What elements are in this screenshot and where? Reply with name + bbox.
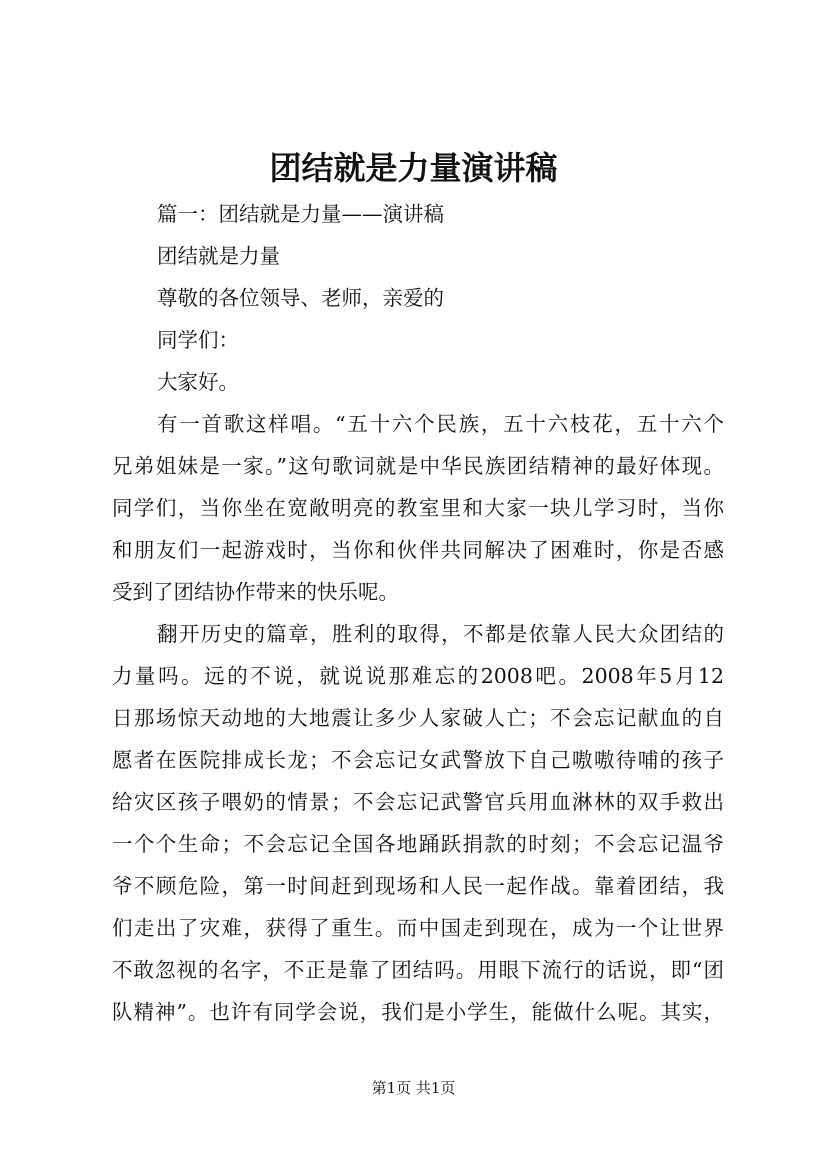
paragraph-line: 给灾区孩子喂奶的情景；不会忘记武警官兵用血淋林的双手救出: [112, 790, 724, 814]
paragraph-line: 队精神”。也许有同学会说，我们是小学生，能做什么呢。其实，: [112, 1000, 724, 1024]
page-number-footer: 第1页 共1页: [371, 1079, 456, 1097]
document-title: 团结就是力量演讲稿: [269, 149, 558, 187]
paragraph-line: 和朋友们一起游戏时，当你和伙伴共同解决了困难时，你是否感: [112, 538, 724, 562]
paragraph-line: 翻开历史的篇章，胜利的取得，不都是依靠人民大众团结的: [157, 622, 724, 646]
salutation-line-2: 同学们：: [157, 328, 239, 352]
paragraph-line: 有一首歌这样唱。“五十六个民族，五十六枝花，五十六个: [157, 412, 724, 436]
paragraph-line: 们走出了灾难，获得了重生。而中国走到现在，成为一个让世界: [112, 916, 724, 940]
paragraph-line: 兄弟姐妹是一家。”这句歌词就是中华民族团结精神的最好体现。: [112, 454, 724, 478]
paragraph-line: 愿者在医院排成长龙；不会忘记女武警放下自己嗷嗷待哺的孩子: [112, 748, 724, 772]
salutation-line: 尊敬的各位领导、老师，亲爱的: [157, 286, 444, 310]
paragraph-line: 一个个生命；不会忘记全国各地踊跃捐款的时刻；不会忘记温爷: [112, 832, 724, 856]
greeting-line: 大家好。: [157, 370, 239, 394]
subtitle-line: 篇一：团结就是力量——演讲稿: [157, 202, 444, 226]
paragraph-line: 日那场惊天动地的大地震让多少人家破人亡；不会忘记献血的自: [112, 706, 724, 730]
paragraph-line: 力量吗。远的不说，就说说那难忘的2008吧。2008年5月12: [112, 664, 724, 688]
paragraph-line: 不敢忽视的名字，不正是靠了团结吗。用眼下流行的话说，即“团: [112, 958, 724, 982]
paragraph-line: 受到了团结协作带来的快乐呢。: [112, 580, 399, 604]
paragraph-line: 爷不顾危险，第一时间赶到现场和人民一起作战。靠着团结，我: [112, 874, 724, 898]
heading-line: 团结就是力量: [157, 244, 280, 268]
paragraph-line: 同学们，当你坐在宽敞明亮的教室里和大家一块儿学习时，当你: [112, 496, 724, 520]
